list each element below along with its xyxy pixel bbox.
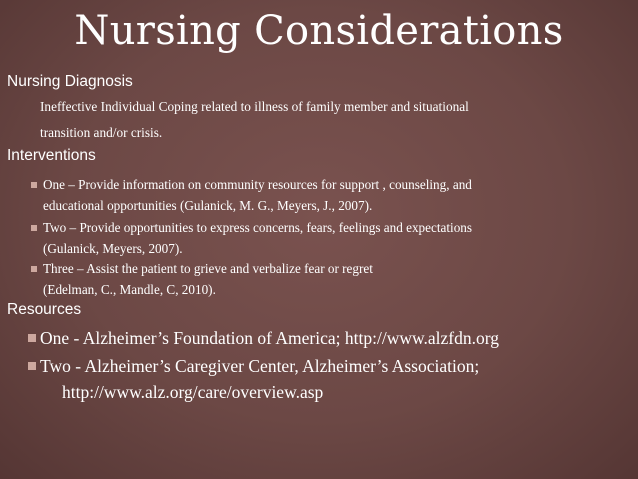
intervention-item-2 — [43, 217, 623, 259]
diagnosis-text — [40, 94, 625, 146]
diagnosis-heading: Nursing Diagnosis — [7, 73, 133, 90]
resource-item-1 — [40, 325, 630, 351]
bullet-icon — [28, 362, 36, 370]
resource-2-line-1: Two - Alzheimer’s Caregiver Center, Alzheimer’s Association; — [40, 356, 480, 376]
intervention-3-line-1: Three – Assist the patient to grieve and verbalize fear or regret — [43, 261, 373, 276]
resources-heading: Resources — [7, 301, 82, 318]
intervention-1-line-1: One – Provide information on community resources for support , counseling, and — [43, 177, 472, 192]
intervention-item-3 — [43, 258, 623, 300]
bullet-icon — [28, 334, 36, 342]
resource-2-line-2: http://www.alz.org/care/overview.asp — [62, 382, 324, 402]
intervention-item-1 — [43, 174, 623, 216]
diagnosis-line-1: Ineffective Individual Coping related to illness of family member and situational — [40, 99, 469, 114]
bullet-icon — [31, 182, 37, 188]
diagnosis-line-2: transition and/or crisis. — [40, 125, 163, 140]
intervention-2-line-2: (Gulanick, Meyers, 2007). — [43, 241, 183, 256]
resource-1-line-1: One - Alzheimer’s Foundation of America; http://www.alzfdn.org — [40, 328, 499, 348]
interventions-heading: Interventions — [7, 147, 96, 164]
bullet-icon — [31, 266, 37, 272]
intervention-3-line-2: (Edelman, C., Mandle, C, 2010). — [43, 282, 216, 297]
slide-title: Nursing Considerations — [74, 8, 564, 54]
resource-item-2 — [40, 353, 630, 405]
intervention-2-line-1: Two – Provide opportunities to express concerns, fears, feelings and expectations — [43, 220, 473, 235]
bullet-icon — [31, 225, 37, 231]
intervention-1-line-2: educational opportunities (Gulanick, M. G., Meyers, J., 2007). — [43, 198, 373, 213]
